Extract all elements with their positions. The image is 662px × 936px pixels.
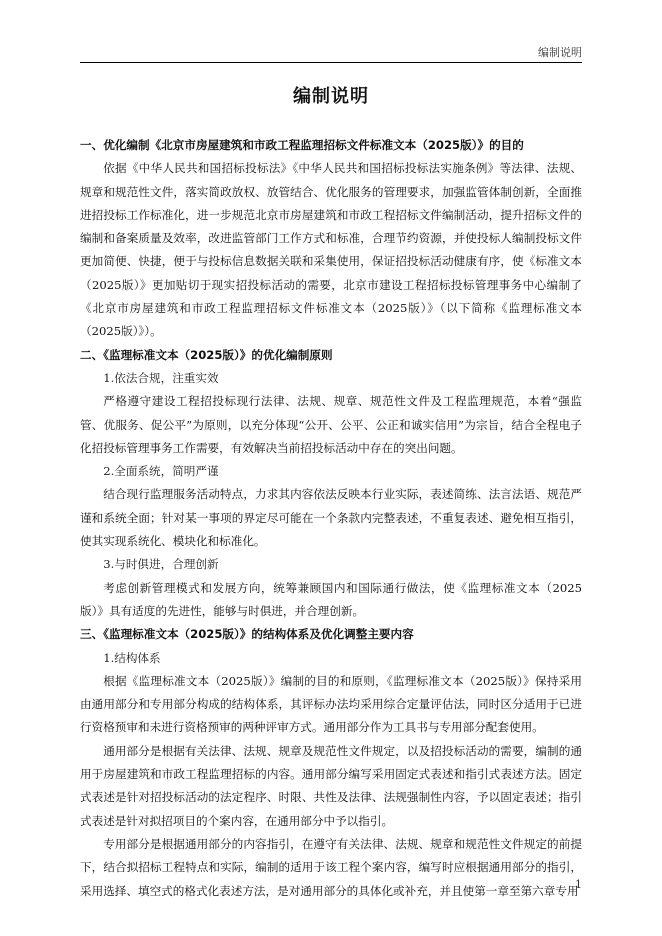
paragraph: 通用部分是根据有关法律、法规、规章及规范性文件规定，以及招投标活动的需要，编制的通用于房屋建筑和市政工程监理招标的内容。通用部分编写采用固定式表述和指引式表述方法。固定式表述是针对招投标活动的法定程序、时限、共性及法律、法规强制性内容，予以固定表述；指引式表述是针对拟招项目的个案内容，在通用部分中予以指引。 [80,743,582,828]
paragraph: 考虑创新管理模式和发展方向，统筹兼顾国内和国际通行做法，使《监理标准文本（2025版）》具有适度的先进性，能够与时俱进，并合理创新。 [80,580,582,618]
document-body [80,134,582,903]
paragraph: 专用部分是根据通用部分的内容指引，在遵守有关法律、法规、规章和规范性文件规定的前提下，结合拟招标工程特点和实际，编制的适用于该工程个案内容，编写时应根据通用部分的指引，采用选择、填空式的格式化表述方法，是对通用部分的具体化或补充，并且使第一章至第六章专用 [80,836,582,898]
paragraph: 严格遵守建设工程招投标现行法律、法规、规章、规范性文件及工程监理规范，本着“强监管、优服务、促公平”为原则，以充分体现“公开、公平、公正和诚实信用”为宗旨，结合全程电子化招投标管理事务工作需要，有效解决当前招投标活动中存在的突出问题。 [80,394,582,455]
header-divider [80,62,582,63]
subsection-title: 2.全面系统，简明严谨 [103,464,219,479]
section-heading: 三、《监理标准文本（2025版）》的结构体系及优化调整主要内容 [80,627,414,642]
running-header: 编制说明 [538,46,582,59]
subsection-title: 1.依法合规，注重实效 [103,370,219,385]
page-number: 1 [575,878,582,891]
section-heading: 二、《监理标准文本（2025版）》的优化编制原则 [80,347,333,362]
paragraph: 根据《监理标准文本（2025版）》编制的目的和原则，《监理标准文本（2025版）》保持采用由通用部分和专用部分构成的结构体系，其评标办法均采用综合定量评估法，同时区分适用于已进行资格预审和未进行资格预审的两种评审方式。通用部分作为工具书与专用部分配套使用。 [80,673,582,735]
section-heading: 一、优化编制《北京市房屋建筑和市政工程监理招标文件标准文本（2025版）》的目的 [80,138,524,152]
subsection-title: 1.结构体系 [103,650,161,665]
subsection-title: 3.与时俱进，合理创新 [103,557,219,572]
paragraph: 结合现行监理服务活动特点，力求其内容依法反映本行业实际，表述简练、法言法语、规范严谨和系统全面；针对某一事项的界定尽可能在一个条款内完整表述，不重复表述、避免相互指引，使其实现系统化、模块化和标准化。 [80,487,582,549]
paragraph: 依据《中华人民共和国招标投标法》《中华人民共和国招标投标法实施条例》等法律、法规、规章和规范性文件，落实简政放权、放管结合、优化服务的管理要求，加强监管体制创新，全面推进招投标工作标准化，进一步规范北京市房屋建筑和市政工程招标文件编制活动，提升招标文件的编制和备案质量及效率，改进监管部门工作方式和标准，合理节约资源，并使投标人编制投标文件更加简便、快捷，便于与投标信息数据关联和采集使用，保证招投标活动健康有序，使《标准文本（2025版）》更加贴切于现实招投标活动的需要，北京市建设工程招标投标管理事务中心编制了《北京市房屋建筑和市政工程监理招标文件标准文本（2025版）》（以下简称《监理标准文本（2025版）》）。 [80,161,582,339]
page-title: 编制说明 [293,86,369,107]
